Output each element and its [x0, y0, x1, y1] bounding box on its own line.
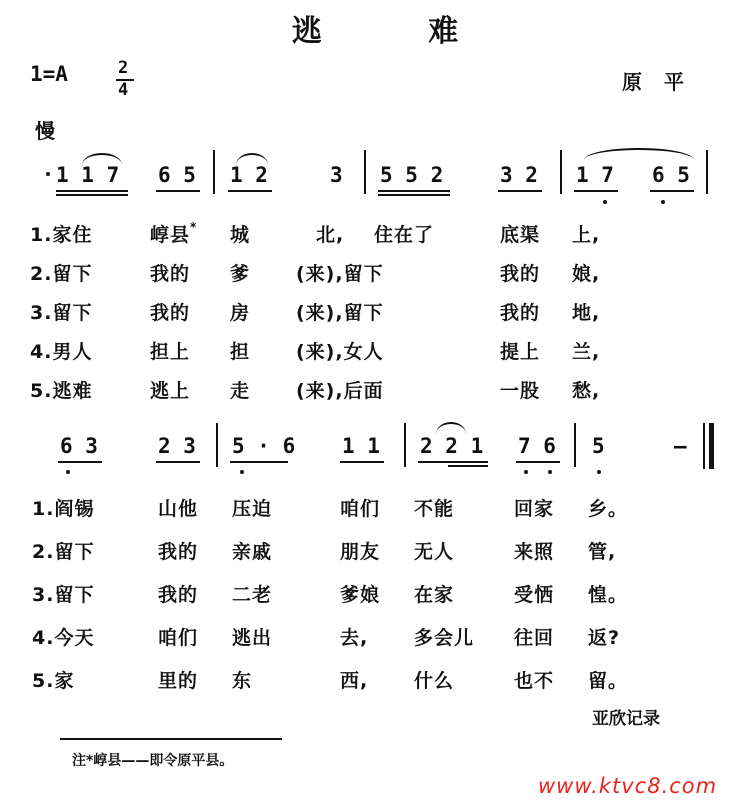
lyric-cell: 地, [572, 302, 601, 324]
lyric-cell: 我的 [500, 302, 541, 324]
lyric-cell: 朋友 [340, 541, 381, 563]
lyric-cell: 逃上 [150, 380, 191, 402]
beam [230, 461, 288, 463]
lyric-cell: 1.家住 [30, 224, 93, 246]
note-group: 5 [592, 434, 605, 458]
slur [584, 148, 694, 160]
lyric-cell: 往回 [514, 627, 555, 649]
time-signature-bottom: 4 [118, 80, 129, 100]
key-signature: 1=A [30, 62, 68, 86]
lyric-cell: 来照 [514, 541, 555, 563]
note-group: 6 5 [158, 163, 196, 187]
song-origin: 原平 [622, 70, 706, 94]
lyric-cell: (来),女人 [296, 341, 384, 363]
lyric-cell: 乡。 [588, 498, 629, 520]
note-group: 2 3 [158, 434, 196, 458]
footnote-rule [60, 738, 282, 740]
note-group: 2 2 1 [420, 434, 484, 458]
beam [56, 190, 128, 192]
beam [58, 461, 102, 463]
lyric-cell: 回家 [514, 498, 555, 520]
low-octave-dot [597, 470, 601, 474]
lyric-cell: 山他 [158, 498, 199, 520]
lyric-cell: 1.阎锡 [32, 498, 95, 520]
lyric-cell: 也不 [514, 670, 555, 692]
lyric-cell: 东 [232, 670, 253, 692]
note-group: 6 3 [60, 434, 98, 458]
low-octave-dot [661, 200, 665, 204]
slur [82, 153, 122, 165]
song-title: 逃 难 [291, 14, 507, 49]
low-octave-dot [548, 470, 552, 474]
lyric-cell: 返? [588, 627, 621, 649]
beam [516, 461, 560, 463]
lyric-cell: 在家 [414, 584, 455, 606]
lyric-cell: 3.留下 [32, 584, 95, 606]
site-watermark: www.ktvc8.com [538, 774, 718, 798]
lyric-cell [150, 220, 197, 247]
beam [340, 461, 384, 463]
barline [213, 150, 215, 194]
lyric-cell: 底渠 [500, 224, 541, 246]
staccato-dot [46, 172, 50, 176]
beam [418, 461, 488, 463]
lyric-cell: 2.留下 [32, 541, 95, 563]
note-group: 1 1 [342, 434, 380, 458]
note-group: 6 5 [652, 163, 690, 187]
lyric-cell: 4.今天 [32, 627, 95, 649]
recorder-credit: 亚欣记录 [592, 709, 660, 729]
lyric-cell: 亲戚 [232, 541, 273, 563]
lyric-cell: 一股 [500, 380, 541, 402]
lyric-cell: 逃出 [232, 627, 273, 649]
lyric-cell: 城 [230, 224, 251, 246]
final-barline-thin [703, 423, 705, 469]
lyric-cell: 5.家 [32, 670, 75, 692]
beam [228, 190, 272, 192]
lyric-cell: 兰, [572, 341, 601, 363]
barline [404, 423, 406, 467]
lyric-cell: 提上 [500, 341, 541, 363]
sustain-dash: — [674, 434, 687, 458]
lyric-cell: 2.留下 [30, 263, 93, 285]
beam [448, 465, 488, 467]
lyric-cell: 我的 [500, 263, 541, 285]
tempo-marking: 慢 [35, 119, 55, 143]
lyric-cell: 受恓 [514, 584, 555, 606]
low-octave-dot [240, 470, 244, 474]
barline [706, 150, 708, 194]
slur [236, 153, 268, 165]
beam [378, 194, 450, 196]
note-group: 3 [330, 163, 343, 187]
low-octave-dot [603, 200, 607, 204]
beam [498, 190, 542, 192]
note-group: 1 2 [230, 163, 268, 187]
lyric-cell: 管, [588, 541, 617, 563]
lyric-cell: 无人 [414, 541, 455, 563]
beam [156, 190, 200, 192]
note-group: 7 6 [518, 434, 556, 458]
note-group: 1 1 7 [56, 163, 120, 187]
lyric-cell: 3.留下 [30, 302, 93, 324]
lyric-cell: 西, [340, 670, 369, 692]
note-group: 3 2 [500, 163, 538, 187]
footnote-mark: * [190, 220, 198, 234]
lyric-cell: 里的 [158, 670, 199, 692]
lyric-cell: 爹 [230, 263, 251, 285]
footnote: 注*崞县——即令原平县。 [72, 753, 234, 769]
note-group: 5 5 2 [380, 163, 444, 187]
note-group: 5 · 6 [232, 434, 296, 458]
beam [378, 190, 450, 192]
beam [650, 190, 694, 192]
barline [560, 150, 562, 194]
beam [156, 461, 200, 463]
lyric-cell: 我的 [150, 302, 191, 324]
lyric-cell: 房 [230, 302, 251, 324]
lyric-cell: 爹娘 [340, 584, 381, 606]
lyric-cell: 二老 [232, 584, 273, 606]
lyric-cell: 走 [230, 380, 251, 402]
lyric-cell: 多会儿 [414, 627, 475, 649]
lyric-cell: 留。 [588, 670, 629, 692]
final-barline-thick [709, 423, 714, 469]
lyric-cell: 娘, [572, 263, 601, 285]
lyric-text: 崞县 [150, 224, 191, 246]
lyric-cell: 咱们 [158, 627, 199, 649]
lyric-cell: 5.逃难 [30, 380, 93, 402]
lyric-cell: 愁, [572, 380, 601, 402]
low-octave-dot [66, 470, 70, 474]
lyric-cell: 我的 [158, 584, 199, 606]
lyric-cell: 我的 [150, 263, 191, 285]
lyric-cell: 4.男人 [30, 341, 93, 363]
lyric-cell: (来),留下 [296, 302, 384, 324]
lyric-cell: 咱们 [340, 498, 381, 520]
lyric-cell: 北, [316, 224, 345, 246]
lyric-cell: (来),留下 [296, 263, 384, 285]
lyric-cell: 压迫 [232, 498, 273, 520]
lyric-cell: 我的 [158, 541, 199, 563]
lyric-cell: 什么 [414, 670, 455, 692]
lyric-cell: 上, [572, 224, 601, 246]
barline [364, 150, 366, 194]
lyric-cell: 住在了 [374, 224, 435, 246]
beam [574, 190, 618, 192]
barline [216, 423, 218, 467]
beam [56, 194, 128, 196]
lyric-cell: 去, [340, 627, 369, 649]
lyric-cell: 担 [230, 341, 251, 363]
time-signature-top: 2 [118, 58, 129, 78]
lyric-cell: 惶。 [588, 584, 629, 606]
barline [574, 423, 576, 467]
lyric-cell: 担上 [150, 341, 191, 363]
low-octave-dot [524, 470, 528, 474]
note-group: 1 7 [576, 163, 614, 187]
lyric-cell: (来),后面 [296, 380, 384, 402]
lyric-cell: 不能 [414, 498, 455, 520]
slur [436, 422, 466, 434]
